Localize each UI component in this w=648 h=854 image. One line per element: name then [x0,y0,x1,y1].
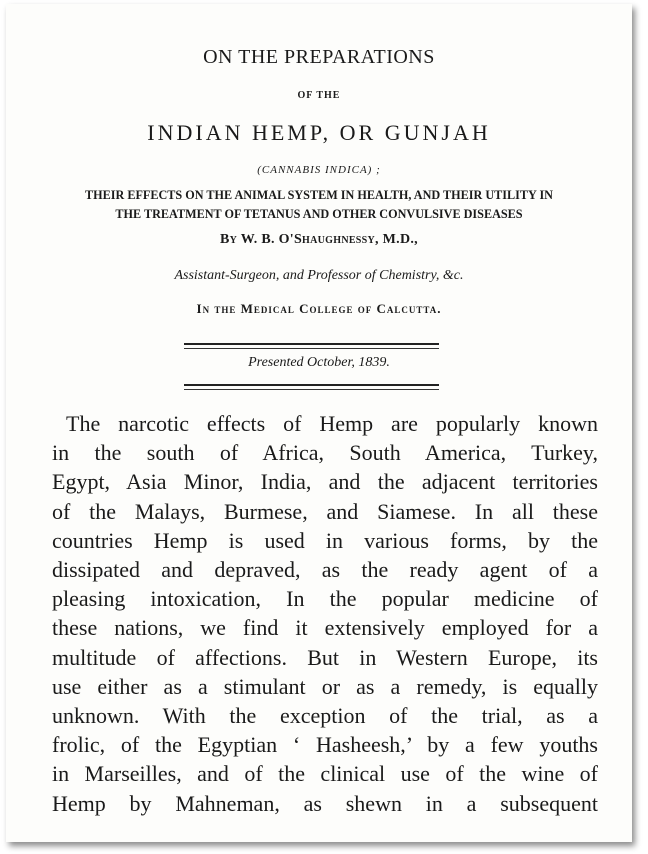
body-line: unknown. With the exception of the trial, as a [52,703,598,729]
author-role: Assistant-Surgeon, and Professor of Chemistry, &c. [174,268,464,283]
body-line: pleasing intoxication, In the popular medicine of [52,586,598,612]
body-line: use either as a stimulant or as a remedy, is equally [52,673,598,699]
author-line: By W. B. O'Shaughnessy, M.D., [220,232,418,247]
body-line: multitude of affections. But in Western Europe, its [52,644,598,670]
body-line: dissipated and depraved, as the ready agent of a [52,557,598,583]
rule-top-thin [184,348,439,349]
body-line: Hemp by Mahneman, as shewn in a subsequent [52,790,598,816]
body-line: these nations, we find it extensively employed for a [52,615,598,641]
body-line: frolic, of the Egyptian ‘ Hasheesh,’ by a few youths [52,732,598,758]
body-line: Egypt, Asia Minor, India, and the adjacent territories [52,469,598,495]
rule-bottom-thin [184,389,439,390]
subtitle-latin: (CANNABIS INDICA) ; [257,164,381,176]
body-line: in the south of Africa, South America, Turkey, [52,440,598,466]
presented-date: Presented October, 1839. [248,355,390,370]
title-line-2: OF THE [297,90,341,101]
rule-bottom-thick [184,384,439,386]
rule-top-thick [184,343,439,345]
body-line: in Marseilles, and of the clinical use of the wine of [52,761,598,787]
body-line: The narcotic effects of Hemp are popularly known [66,411,598,436]
document-page [6,4,632,842]
body-line: countries Hemp is used in various forms, by the [52,527,598,553]
body-paragraph [52,409,598,818]
title-line-3: INDIAN HEMP, OR GUNJAH [147,120,491,145]
institution-line: In the Medical College of Calcutta. [196,301,442,316]
title-line-1: ON THE PREPARATIONS [203,46,435,68]
subtitle-effects-1: THEIR EFFECTS ON THE ANIMAL SYSTEM IN HEALTH, AND THEIR UTILITY IN [85,188,553,202]
body-line: of the Malays, Burmese, and Siamese. In all these [52,498,598,524]
subtitle-effects-2: THE TREATMENT OF TETANUS AND OTHER CONVULSIVE DISEASES [115,207,523,221]
